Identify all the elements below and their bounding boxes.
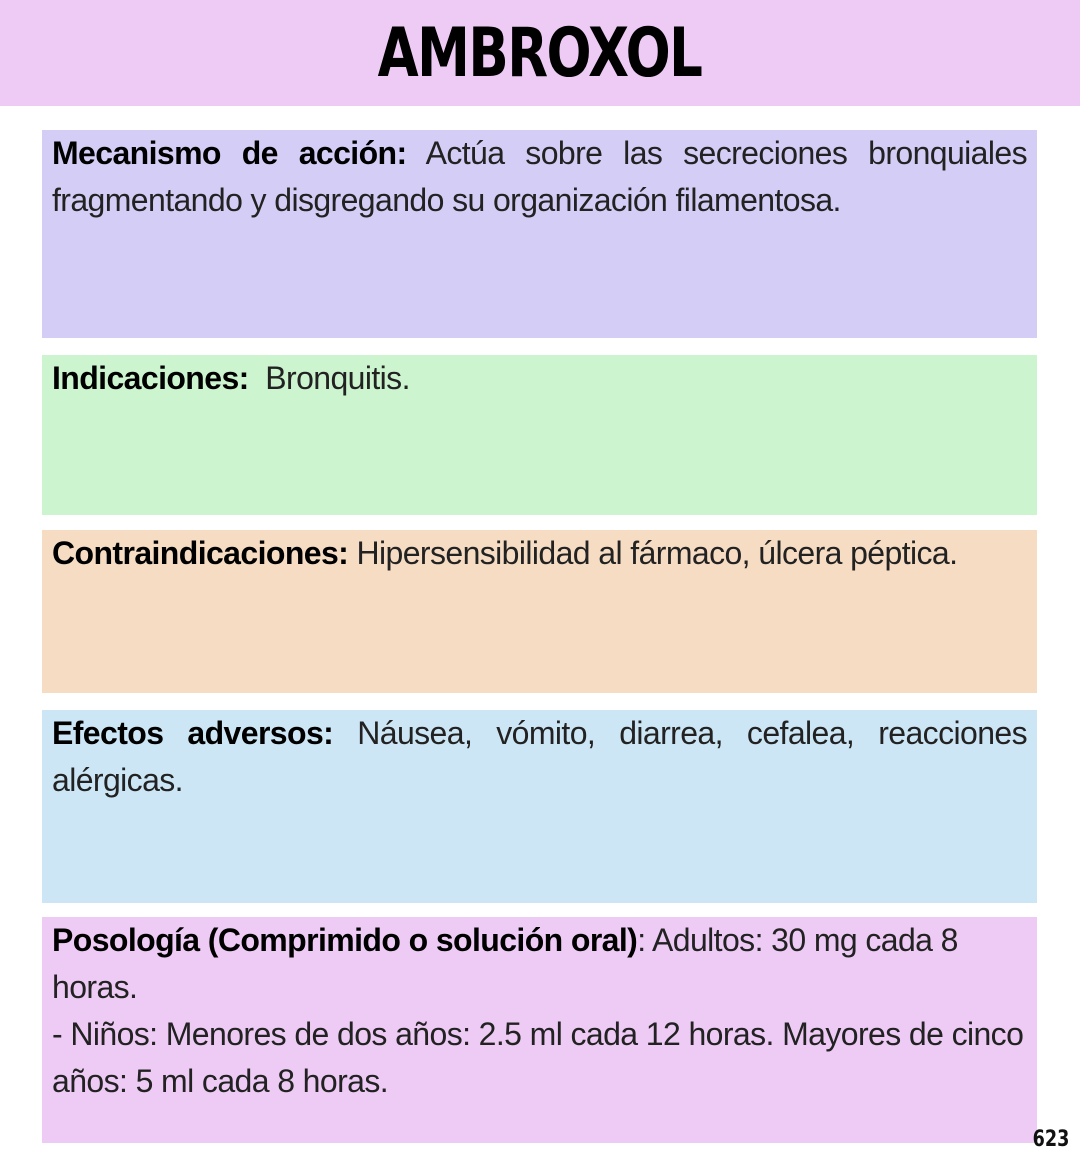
page-number: 623 <box>1032 1127 1070 1152</box>
section-contraindicaciones <box>42 530 1037 693</box>
section-text: : Adultos: 30 mg cada 8 horas. <box>52 922 958 1005</box>
section-label: Contraindicaciones: <box>52 535 349 571</box>
section-mecanismo <box>42 130 1037 338</box>
section-text: Bronquitis. <box>248 360 410 396</box>
section-text: Hipersensibilidad al fármaco, úlcera péptica. <box>348 535 958 571</box>
section-indicaciones <box>42 355 1037 515</box>
section-label: Indicaciones: <box>52 360 249 396</box>
section-label: Mecanismo de acción: <box>52 135 407 171</box>
section-posologia <box>42 917 1037 1143</box>
section-label: Efectos adversos: <box>52 715 334 751</box>
section-text: Náusea, vómito, diarrea, cefalea, reacciones alérgicas. <box>52 715 1027 798</box>
section-efectos-adversos <box>42 710 1037 903</box>
page-title: AMBROXOL <box>378 13 702 93</box>
title-banner <box>0 0 1080 106</box>
section-text-ninos: - Niños: Menores de dos años: 2.5 ml cada 12 horas. Mayores de cinco años: 5 ml cada 8 horas. <box>52 1016 1024 1099</box>
section-text: Actúa sobre las secreciones bronquiales fragmentando y disgregando su organización filamentosa. <box>52 135 1027 218</box>
section-label: Posología (Comprimido o solución oral) <box>52 922 638 958</box>
